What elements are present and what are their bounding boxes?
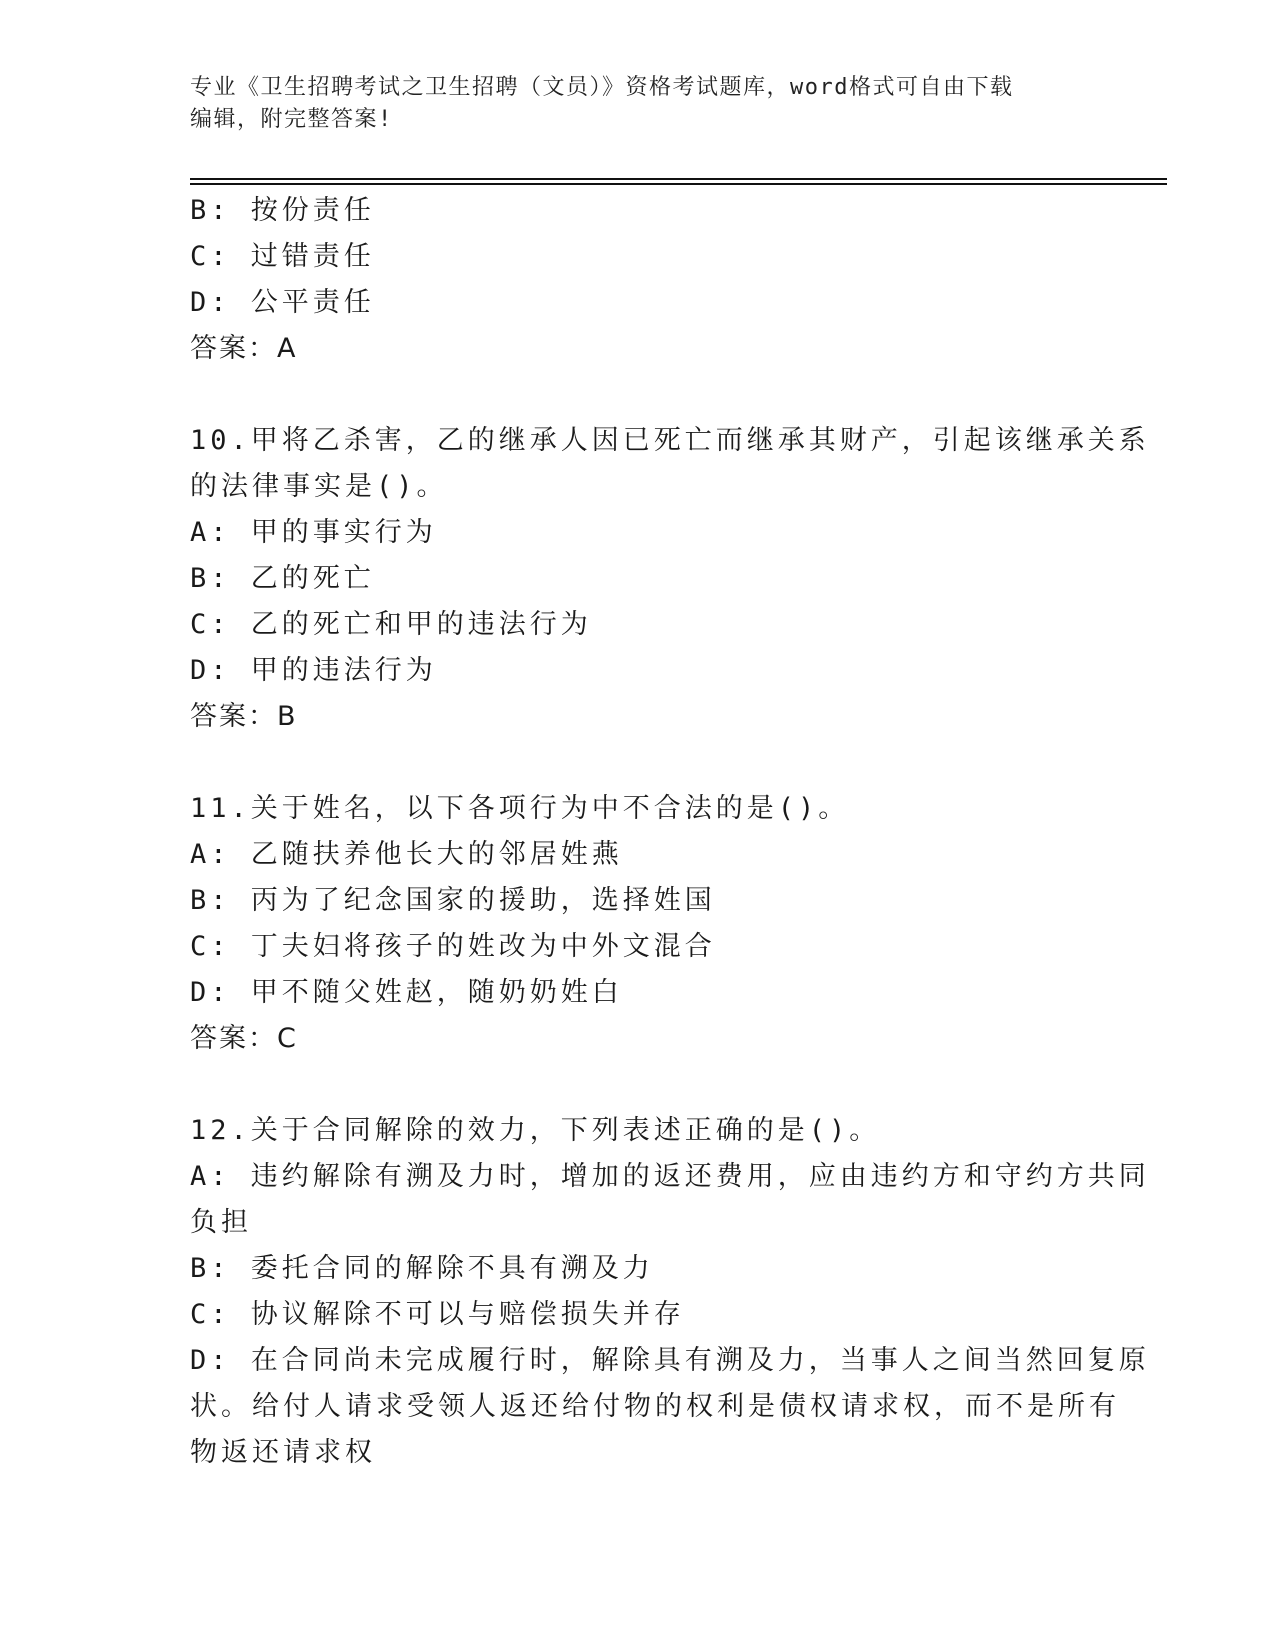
question-12 — [190, 1108, 1150, 1476]
option-b: B: 委托合同的解除不具有溯及力 — [190, 1253, 654, 1284]
header-line-1: 专业《卫生招聘考试之卫生招聘（文员）》资格考试题库，word格式可自由下载 — [190, 75, 1014, 100]
answer: 答案：C — [190, 1023, 298, 1054]
question-10 — [190, 418, 1150, 740]
spacer — [190, 740, 1090, 786]
question-list — [190, 188, 1150, 1476]
question-11 — [190, 786, 1090, 1062]
document-header — [190, 72, 1090, 136]
question-stem: 12.关于合同解除的效力，下列表述正确的是()。 — [190, 1115, 881, 1146]
header-divider-bottom — [190, 183, 1167, 185]
option-c: C: 协议解除不可以与赔偿损失并存 — [190, 1299, 685, 1330]
option-d: D: 甲的违法行为 — [190, 655, 437, 686]
answer: 答案：B — [190, 701, 298, 732]
option-b: B: 乙的死亡 — [190, 563, 375, 594]
answer: 答案：A — [190, 333, 298, 364]
question-9 — [190, 188, 1090, 372]
option-d-cont-2: 物返还请求权 — [190, 1437, 376, 1468]
header-line-2: 编辑，附完整答案! — [190, 107, 393, 132]
option-c: C: 过错责任 — [190, 241, 375, 272]
option-c: C: 丁夫妇将孩子的姓改为中外文混合 — [190, 931, 716, 962]
question-stem: 11.关于姓名，以下各项行为中不合法的是()。 — [190, 793, 850, 824]
option-d: D: 甲不随父姓赵，随奶奶姓白 — [190, 977, 623, 1008]
option-a: A: 违约解除有溯及力时，增加的返还费用，应由违约方和守约方共同 — [190, 1161, 1150, 1192]
header-divider-top — [190, 178, 1167, 180]
spacer — [190, 372, 1090, 418]
option-d: D: 在合同尚未完成履行时，解除具有溯及力，当事人之间当然回复原 — [190, 1345, 1150, 1376]
question-stem: 10.甲将乙杀害，乙的继承人因已死亡而继承其财产，引起该继承关系 — [190, 425, 1150, 456]
option-c: C: 乙的死亡和甲的违法行为 — [190, 609, 592, 640]
spacer — [190, 1062, 1090, 1108]
question-stem-cont: 的法律事实是()。 — [190, 471, 448, 502]
option-d-cont: 状。给付人请求受领人返还给付物的权利是债权请求权，而不是所有 — [190, 1391, 1120, 1422]
option-a: A: 甲的事实行为 — [190, 517, 437, 548]
option-d: D: 公平责任 — [190, 287, 375, 318]
option-a: A: 乙随扶养他长大的邻居姓燕 — [190, 839, 623, 870]
option-b: B: 丙为了纪念国家的援助，选择姓国 — [190, 885, 716, 916]
option-b: B: 按份责任 — [190, 195, 375, 226]
option-a-cont: 负担 — [190, 1207, 252, 1238]
